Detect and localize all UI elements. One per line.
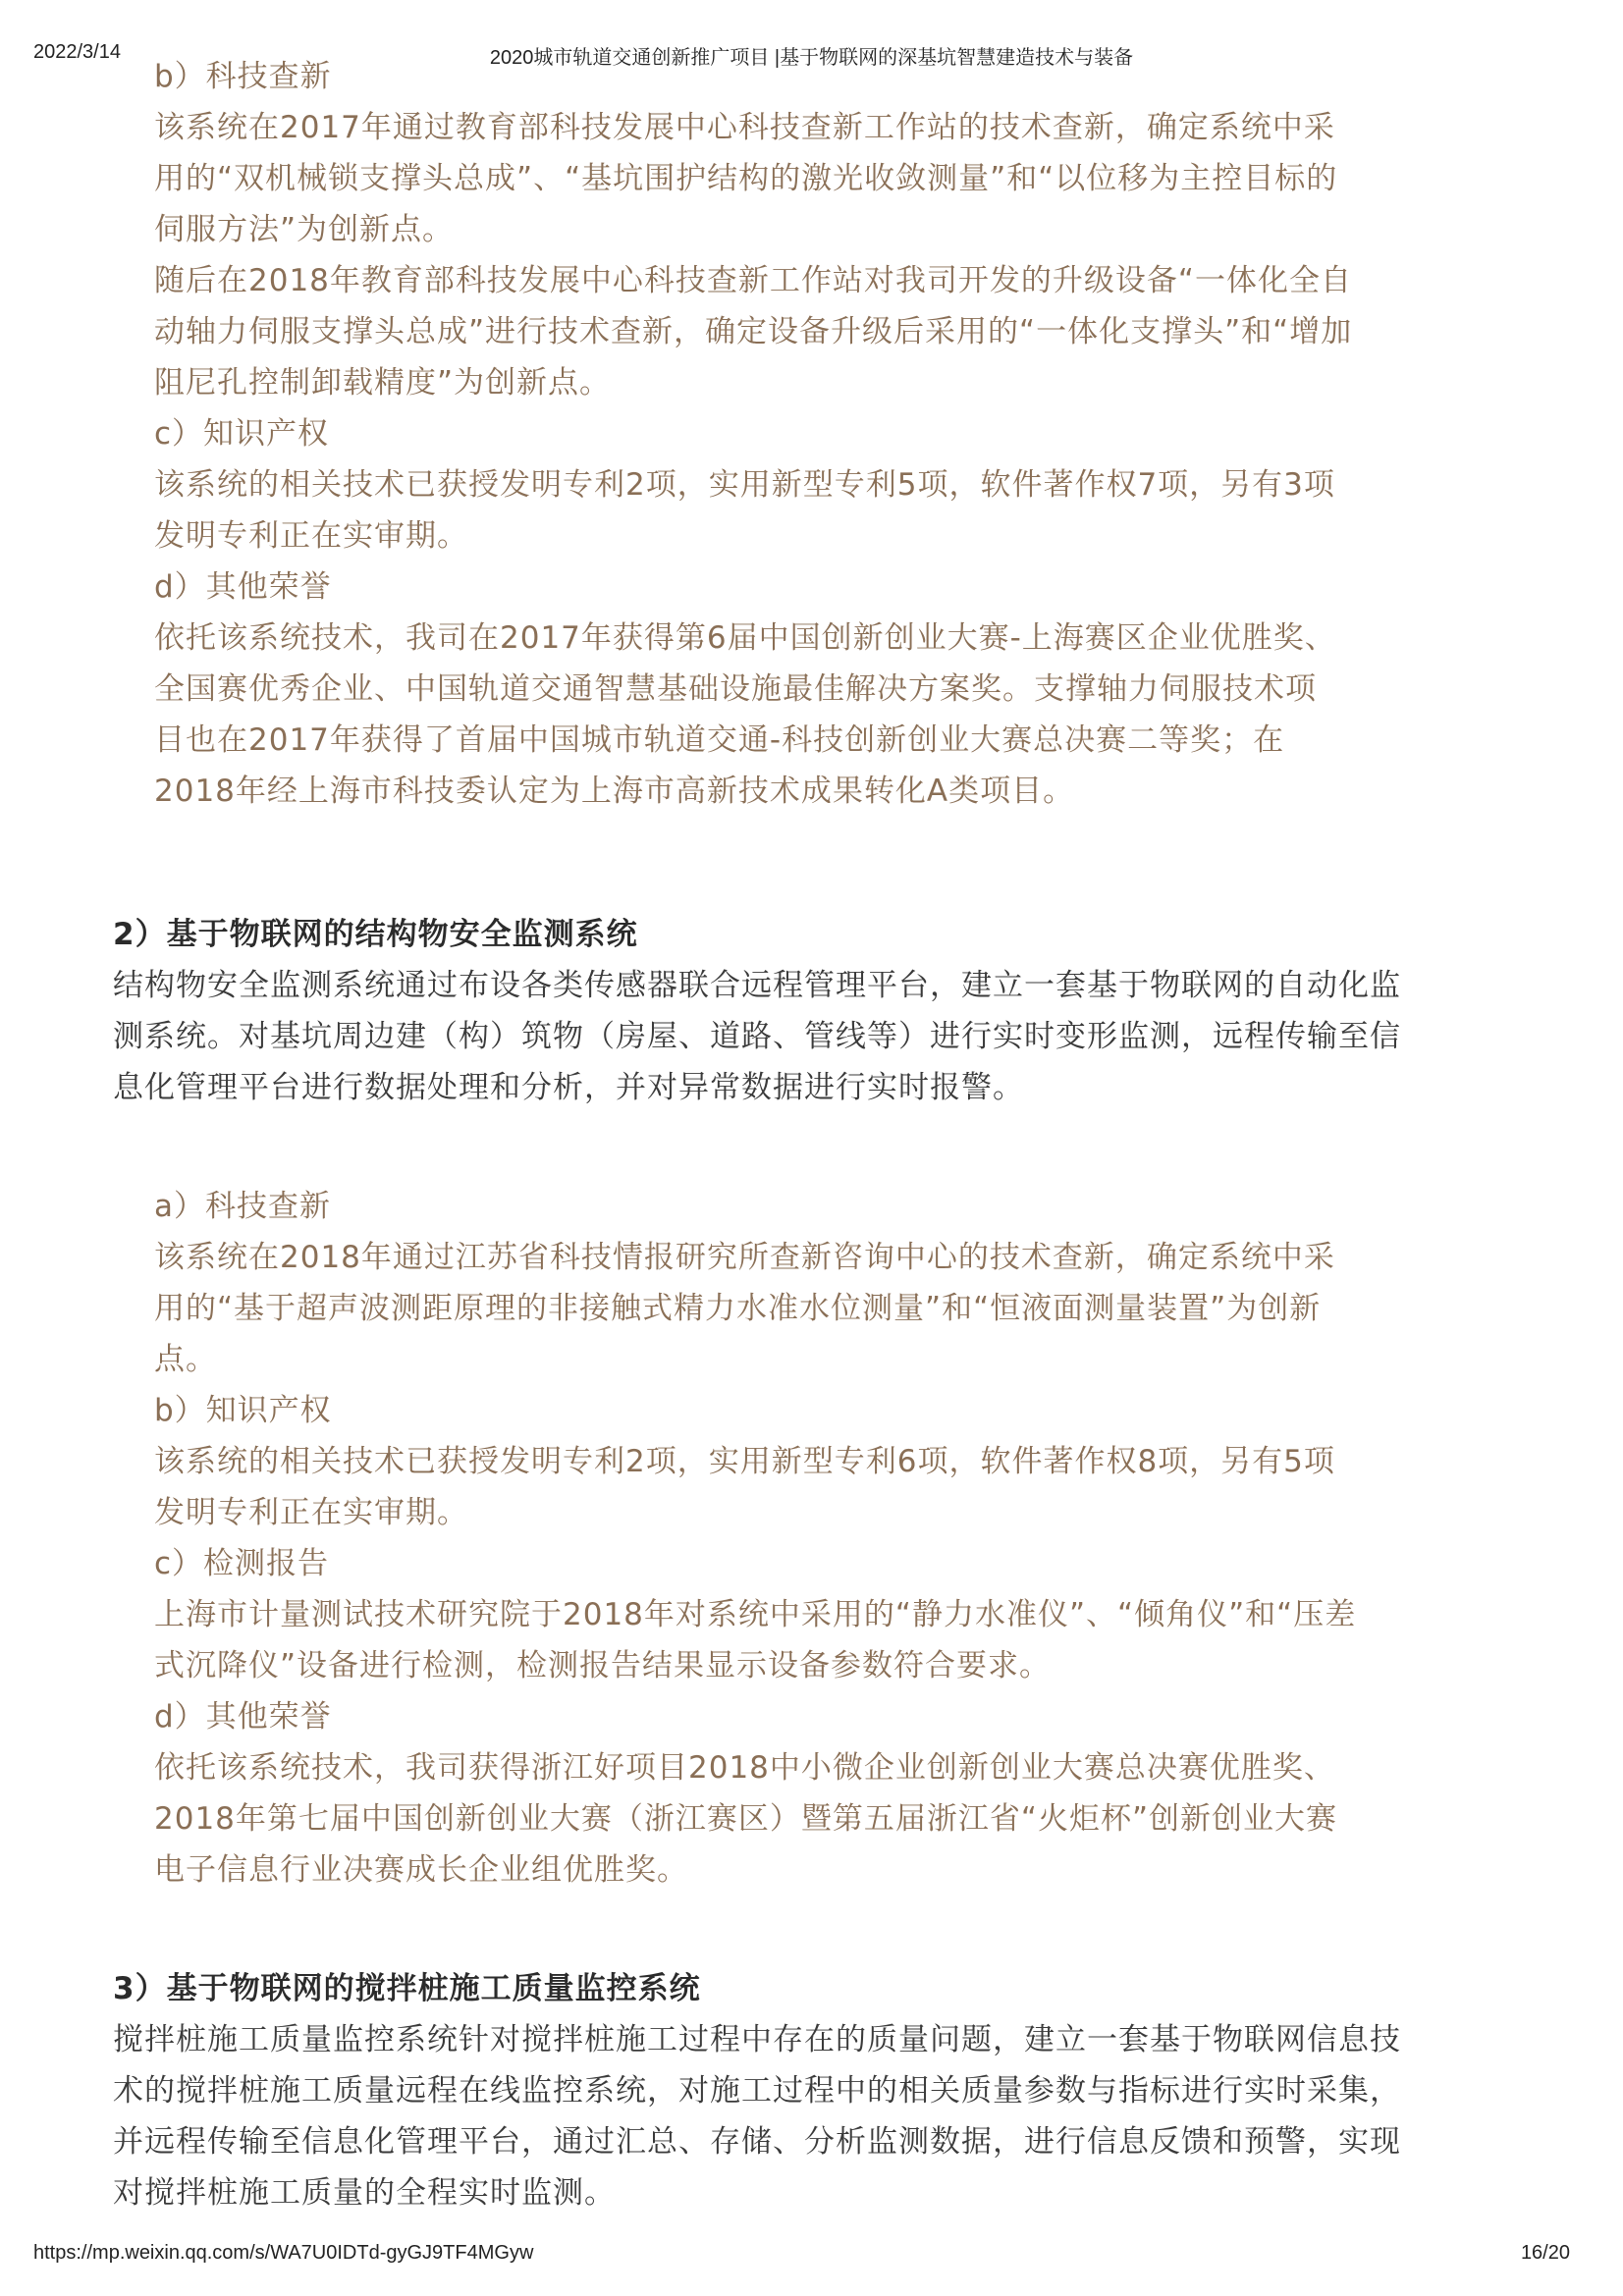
intellectual-property-paragraph: 该系统的相关技术已获授发明专利2项，实用新型专利5项，软件著作权7项，另有3项 发明专利正在实审期。 (154, 467, 1335, 554)
subheading-a-novelty-search: a）科技查新 (154, 1189, 331, 1224)
section-3-heading: 3）基于物联网的搅拌桩施工质量监控系统 (113, 1971, 701, 2006)
page-number: 16/20 (1520, 2242, 1570, 2264)
print-page-title: 2020城市轨道交通创新推广项目 |基于物联网的深基坑智慧建造技术与装备 (489, 47, 1134, 69)
section-2-heading: 2）基于物联网的结构物安全监测系统 (113, 917, 638, 952)
novelty-search-paragraph-2: 随后在2018年教育部科技发展中心科技查新工作站对我司开发的升级设备“一体化全自 动轴力伺服支撑头总成”进行技术查新，确定设备升级后采用的“一体化支撑头”和“增加 阻尼孔控制卸载精度”为创新点。 (154, 263, 1353, 400)
source-url: https://mp.weixin.qq.com/s/WA7U0IDTd-gyGJ9TF4MGyw (33, 2242, 534, 2264)
section-2-body: 结构物安全监测系统通过布设各类传感器联合远程管理平台，建立一套基于物联网的自动化监 测系统。对基坑周边建（构）筑物（房屋、道路、管线等）进行实时变形监测，远程传输至信 息化管理平台进行数据处理和分析，并对异常数据进行实时报警。 (113, 968, 1401, 1105)
s2-intellectual-property-paragraph: 该系统的相关技术已获授发明专利2项，实用新型专利6项，软件著作权8项，另有5项 发明专利正在实审期。 (154, 1444, 1335, 1530)
subheading-d-other-honors: d）其他荣誉 (154, 1699, 332, 1735)
section-2-subsections (154, 1181, 1480, 1896)
novelty-search-paragraph-1: 该系统在2017年通过教育部科技发展中心科技查新工作站的技术查新，确定系统中采 用的“双机械锁支撑头总成”、“基坑围护结构的激光收敛测量”和“以位移为主控目标的 伺服方法”为创新点。 (154, 110, 1338, 247)
subheading-b-intellectual-property: b）知识产权 (154, 1393, 332, 1428)
subheading-c-test-report: c）检测报告 (154, 1546, 330, 1581)
subheading-b-novelty-search: b）科技查新 (154, 59, 332, 94)
other-honors-paragraph: 依托该系统技术，我司在2017年获得第6届中国创新创业大赛-上海赛区企业优胜奖、 全国赛优秀企业、中国轨道交通智慧基础设施最佳解决方案奖。支撑轴力伺服技术项 目也在2017年获得了首届中国城市轨道交通-科技创新创业大赛总决赛二等奖；在 2018年经上海市科技委认定为上海市高新技术成果转化A类项目。 (154, 620, 1336, 809)
s2-other-honors-paragraph: 依托该系统技术，我司获得浙江好项目2018中小微企业创新创业大赛总决赛优胜奖、 2018年第七届中国创新创业大赛（浙江赛区）暨第五届浙江省“火炬杯”创新创业大赛 电子信息行业决赛成长企业组优胜奖。 (154, 1750, 1338, 1888)
print-date: 2022/3/14 (33, 41, 121, 63)
subheading-d-other-honors: d）其他荣誉 (154, 569, 332, 605)
s2-novelty-search-paragraph: 该系统在2018年通过江苏省科技情报研究所查新咨询中心的技术查新，确定系统中采 用的“基于超声波测距原理的非接触式精力水准水位测量”和“恒液面测量装置”为创新 点。 (154, 1240, 1335, 1377)
subheading-c-intellectual-property: c）知识产权 (154, 416, 330, 452)
block1-subsections (154, 51, 1480, 817)
s2-test-report-paragraph: 上海市计量测试技术研究院于2018年对系统中采用的“静力水准仪”、“倾角仪”和“压差 式沉降仪”设备进行检测，检测报告结果显示设备参数符合要求。 (154, 1597, 1357, 1683)
section-3-body: 搅拌桩施工质量监控系统针对搅拌桩施工过程中存在的质量问题，建立一套基于物联网信息技 术的搅拌桩施工质量远程在线监控系统，对施工过程中的相关质量参数与指标进行实时采集， 并远程传输至信息化管理平台，通过汇总、存储、分析监测数据，进行信息反馈和预警，实现 对搅拌桩施工质量的全程实时监测。 (113, 2022, 1401, 2211)
print-footer (0, 2242, 1623, 2271)
